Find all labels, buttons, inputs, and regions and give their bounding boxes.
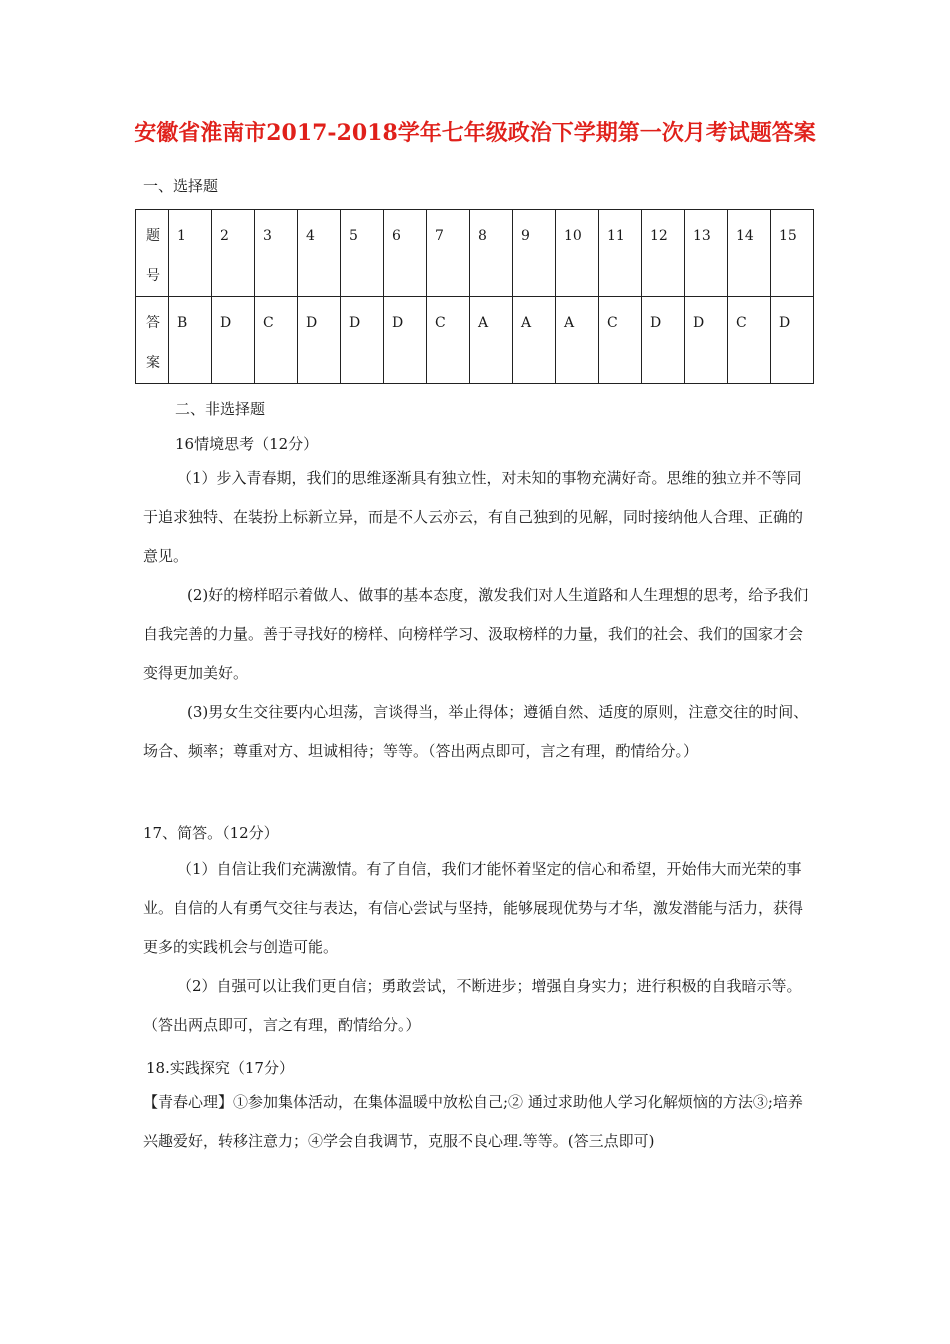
table-cell: 12 <box>642 210 685 297</box>
q17-heading: 17、简答。（12分） <box>143 824 279 842</box>
table-cell: 7 <box>427 210 470 297</box>
answer-table <box>135 209 814 384</box>
table-cell: B <box>169 297 212 384</box>
q18-answer-1: 【青春心理】①参加集体活动，在集体温暖中放松自己;② 通过求助他人学习化解烦恼的方法③;培养兴趣爱好，转移注意力；④学会自我调节，克服不良心理.等等。(答三点即可) <box>143 1093 803 1150</box>
table-cell: D <box>384 297 427 384</box>
table-cell: C <box>255 297 298 384</box>
section-choice-heading: 一、选择题 <box>143 177 219 195</box>
table-cell: 13 <box>685 210 728 297</box>
table-cell: D <box>212 297 255 384</box>
table-cell: 9 <box>513 210 556 297</box>
table-cell: 10 <box>556 210 599 297</box>
table-cell: 14 <box>728 210 771 297</box>
table-row-numbers <box>136 210 814 297</box>
table-row-answers <box>136 297 814 384</box>
table-cell: 5 <box>341 210 384 297</box>
table-cell: 6 <box>384 210 427 297</box>
table-cell: 15 <box>771 210 814 297</box>
section-nonchoice-heading: 二、非选择题 <box>175 400 266 418</box>
table-cell: A <box>470 297 513 384</box>
q16-answer-2: (2)好的榜样昭示着做人、做事的基本态度，激发我们对人生道路和人生理想的思考，给予我们自我完善的力量。善于寻找好的榜样、向榜样学习、汲取榜样的力量，我们的社会、我们的国家才会变得更加美好。 <box>143 586 809 682</box>
table-cell: D <box>642 297 685 384</box>
table-cell: C <box>728 297 771 384</box>
q18-heading: 18.实践探究（17分） <box>146 1059 294 1077</box>
table-cell: 3 <box>255 210 298 297</box>
q17-answer-2: （2）自强可以让我们更自信；勇敢尝试，不断进步；增强自身实力；进行积极的自我暗示等。（答出两点即可，言之有理，酌情给分。） <box>143 977 802 1034</box>
q17-answer-1: （1）自信让我们充满激情。有了自信，我们才能怀着坚定的信心和希望，开始伟大而光荣的事业。自信的人有勇气交往与表达，有信心尝试与坚持，能够展现优势与才华，激发潜能与活力，获得更多的实践机会与创造可能。 <box>143 860 804 956</box>
table-cell: C <box>427 297 470 384</box>
table-cell: D <box>298 297 341 384</box>
table-cell: D <box>685 297 728 384</box>
table-cell: A <box>556 297 599 384</box>
q16-heading: 16情境思考（12分） <box>175 435 319 453</box>
q16-answer-3: (3)男女生交往要内心坦荡，言谈得当，举止得体；遵循自然、适度的原则，注意交往的时间、场合、频率；尊重对方、坦诚相待；等等。（答出两点即可，言之有理，酌情给分。） <box>143 703 809 760</box>
table-header-answer: 答案 <box>136 297 169 384</box>
page-title: 安徽省淮南市2017-2018学年七年级政治下学期第一次月考试题答案 <box>134 120 816 146</box>
table-cell: D <box>771 297 814 384</box>
table-cell: D <box>341 297 384 384</box>
table-cell: 2 <box>212 210 255 297</box>
table-cell: 1 <box>169 210 212 297</box>
table-cell: 11 <box>599 210 642 297</box>
table-cell: 4 <box>298 210 341 297</box>
table-cell: 8 <box>470 210 513 297</box>
table-cell: A <box>513 297 556 384</box>
table-header-number: 题号 <box>136 210 169 297</box>
q16-answer-1: （1）步入青春期，我们的思维逐渐具有独立性，对未知的事物充满好奇。思维的独立并不等同于追求独特、在装扮上标新立异，而是不人云亦云，有自己独到的见解，同时接纳他人合理、正确的意见。 <box>143 469 804 565</box>
table-cell: C <box>599 297 642 384</box>
